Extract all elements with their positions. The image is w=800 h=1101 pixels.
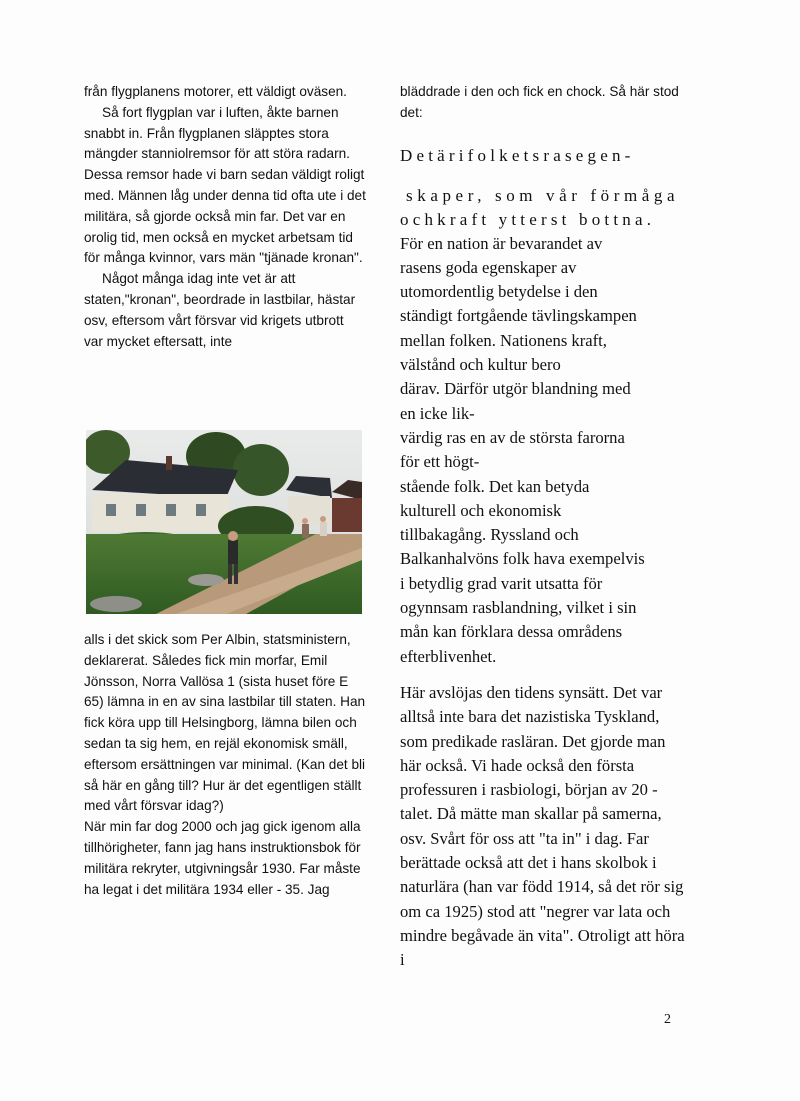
quote-line: För en nation är bevarandet av bbox=[400, 233, 603, 253]
quote-line: därav. Därför utgör blandning med bbox=[400, 379, 631, 399]
commentary-paragraph: Här avslöjas den tidens synsätt. Det var alltså inte bara det nazistiska Tyskland, som predikade rasläran. Det gjorde man här också. Vi hade också den första professuren i rasbiologi, början av 20 - talet. Då mätte man skallar på samerna, osv. Svårt för oss att "ta in" i dag. Far berättade också att det i hans skolbok i naturlära (han var född 1914, så det rör sig om ca 1925) stod att "negrer var lata och mindre begåvade än vita". Otroligt att höra i bbox=[400, 682, 685, 970]
quote-line: efterblivenhet. bbox=[400, 646, 497, 666]
quote-line: en icke lik- bbox=[400, 403, 475, 423]
quote-line: i betydlig grad varit utsatta för bbox=[400, 573, 603, 593]
quote-line: utomordentlig betydelse i den bbox=[400, 282, 598, 302]
quote-spaced-line: skaper, som vår förmåga bbox=[406, 185, 680, 205]
paragraph: När min far dog 2000 och jag gick igenom alla tillhörigheter, fann jag hans instruktionsbok för militära rekryter, utgivningsår 1930. Far måste ha legat i det militära 1934 eller - 35. Jag bbox=[84, 819, 361, 897]
paragraph: Så fort flygplan var i luften, åkte barnen snabbt in. Från flygplanen släpptes stora mängder stanniolremsor för att störa radarn. Dessa remsor hade vi barn sedan väldigt roligt med. Männen låg under denna tid ofta ute i det militära, så gjorde också min far. Det var en orolig tid, men också en mycket arbetsam tid för många kvinnor, vars män "tjänade kronan". bbox=[84, 104, 366, 266]
quote-line: stående folk. Det kan betyda bbox=[400, 476, 590, 496]
quote-line: värdig ras en av de största farorna bbox=[400, 427, 625, 447]
farmhouse-photo bbox=[86, 430, 362, 614]
left-column-top bbox=[84, 82, 366, 352]
quote-line: välstånd och kultur bero bbox=[400, 355, 561, 375]
quote-line: ogynnsam rasblandning, vilket i sin bbox=[400, 598, 637, 618]
paragraph: alls i det skick som Per Albin, statsministern, deklarerat. Således fick min morfar, Emil Jönsson, Norra Vallösa 1 (sista huset före E 65) lämna in en av sina lastbilar till staten. Han fick köra upp till Helsingborg, lämna bilen och sedan ta sig hem, en rejäl ekonomisk smäll, eftersom ersättningen var minimal. (Kan det bli så här en gång till? Hur är det egentligen ställt med vårt försvar idag?) bbox=[84, 632, 366, 814]
right-column bbox=[400, 82, 685, 973]
page-number: 2 bbox=[664, 1012, 671, 1027]
quote-line: mån kan förklara dessa områdens bbox=[400, 622, 623, 642]
paragraph: från flygplanens motorer, ett väldigt oväsen. bbox=[84, 84, 347, 99]
quote-spaced-line: ochkraft ytterst bottna. bbox=[400, 209, 656, 229]
quote-line: för ett högt- bbox=[400, 452, 480, 472]
quote-line: kulturell och ekonomisk bbox=[400, 500, 562, 520]
left-column-bottom bbox=[84, 630, 366, 900]
quote-line: rasens goda egenskaper av bbox=[400, 257, 577, 277]
quote-line: mellan folken. Nationens kraft, bbox=[400, 330, 607, 350]
paragraph: bläddrade i den och fick en chock. Så här stod det: bbox=[400, 84, 679, 120]
quote-block bbox=[400, 232, 685, 669]
quote-line: Balkanhalvöns folk hava exempelvis bbox=[400, 549, 645, 569]
quote-line: ständigt fortgående tävlingskampen bbox=[400, 306, 637, 326]
quote-line: tillbakagång. Ryssland och bbox=[400, 525, 579, 545]
quote-spaced-line: Detärifolketsrasegen- bbox=[400, 145, 635, 165]
paragraph: Något många idag inte vet är att staten,"kronan", beordrade in lastbilar, hästar osv, eftersom vårt försvar vid krigets utbrott var mycket eftersatt, inte bbox=[84, 271, 356, 349]
